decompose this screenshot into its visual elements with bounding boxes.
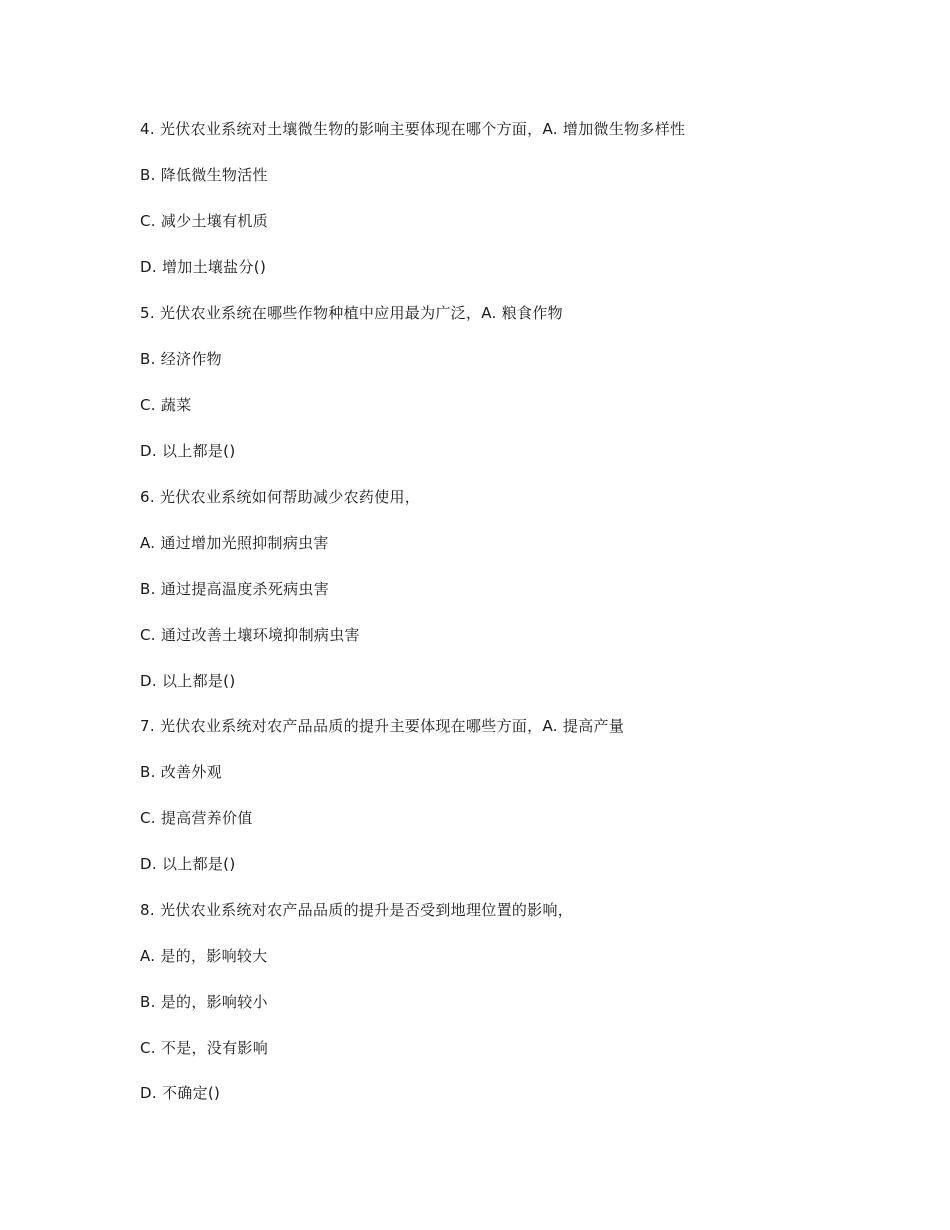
question-4-option-c: C. 减少土壤有机质 xyxy=(140,212,269,230)
question-6-option-c: C. 通过改善土壤环境抑制病虫害 xyxy=(140,626,360,644)
question-5-stem: 5. 光伏农业系统在哪些作物种植中应用最为广泛，A. 粮食作物 xyxy=(140,304,563,322)
question-7-option-c: C. 提高营养价值 xyxy=(140,809,253,827)
question-8-option-d: D. 不确定() xyxy=(140,1084,221,1102)
question-7-option-d: D. 以上都是() xyxy=(140,855,236,873)
question-4-stem: 4. 光伏农业系统对土壤微生物的影响主要体现在哪个方面，A. 增加微生物多样性 xyxy=(140,120,686,138)
question-8-stem: 8. 光伏农业系统对农产品品质的提升是否受到地理位置的影响， xyxy=(140,901,574,919)
question-5-option-d: D. 以上都是() xyxy=(140,442,236,460)
question-6-stem: 6. 光伏农业系统如何帮助减少农药使用， xyxy=(140,488,421,506)
question-8-option-b: B. 是的，影响较小 xyxy=(140,993,268,1011)
question-6-option-a: A. 通过增加光照抑制病虫害 xyxy=(140,534,329,552)
question-5-option-b: B. 经济作物 xyxy=(140,350,222,368)
question-6-option-d: D. 以上都是() xyxy=(140,672,236,690)
question-4-option-d: D. 增加土壤盐分() xyxy=(140,258,267,276)
question-4-option-b: B. 降低微生物活性 xyxy=(140,166,268,184)
question-7-stem: 7. 光伏农业系统对农产品品质的提升主要体现在哪些方面，A. 提高产量 xyxy=(140,717,625,735)
question-7-option-b: B. 改善外观 xyxy=(140,763,222,781)
question-5-option-c: C. 蔬菜 xyxy=(140,396,192,414)
question-8-option-c: C. 不是，没有影响 xyxy=(140,1039,269,1057)
question-6-option-b: B. 通过提高温度杀死病虫害 xyxy=(140,580,330,598)
question-8-option-a: A. 是的，影响较大 xyxy=(140,947,268,965)
